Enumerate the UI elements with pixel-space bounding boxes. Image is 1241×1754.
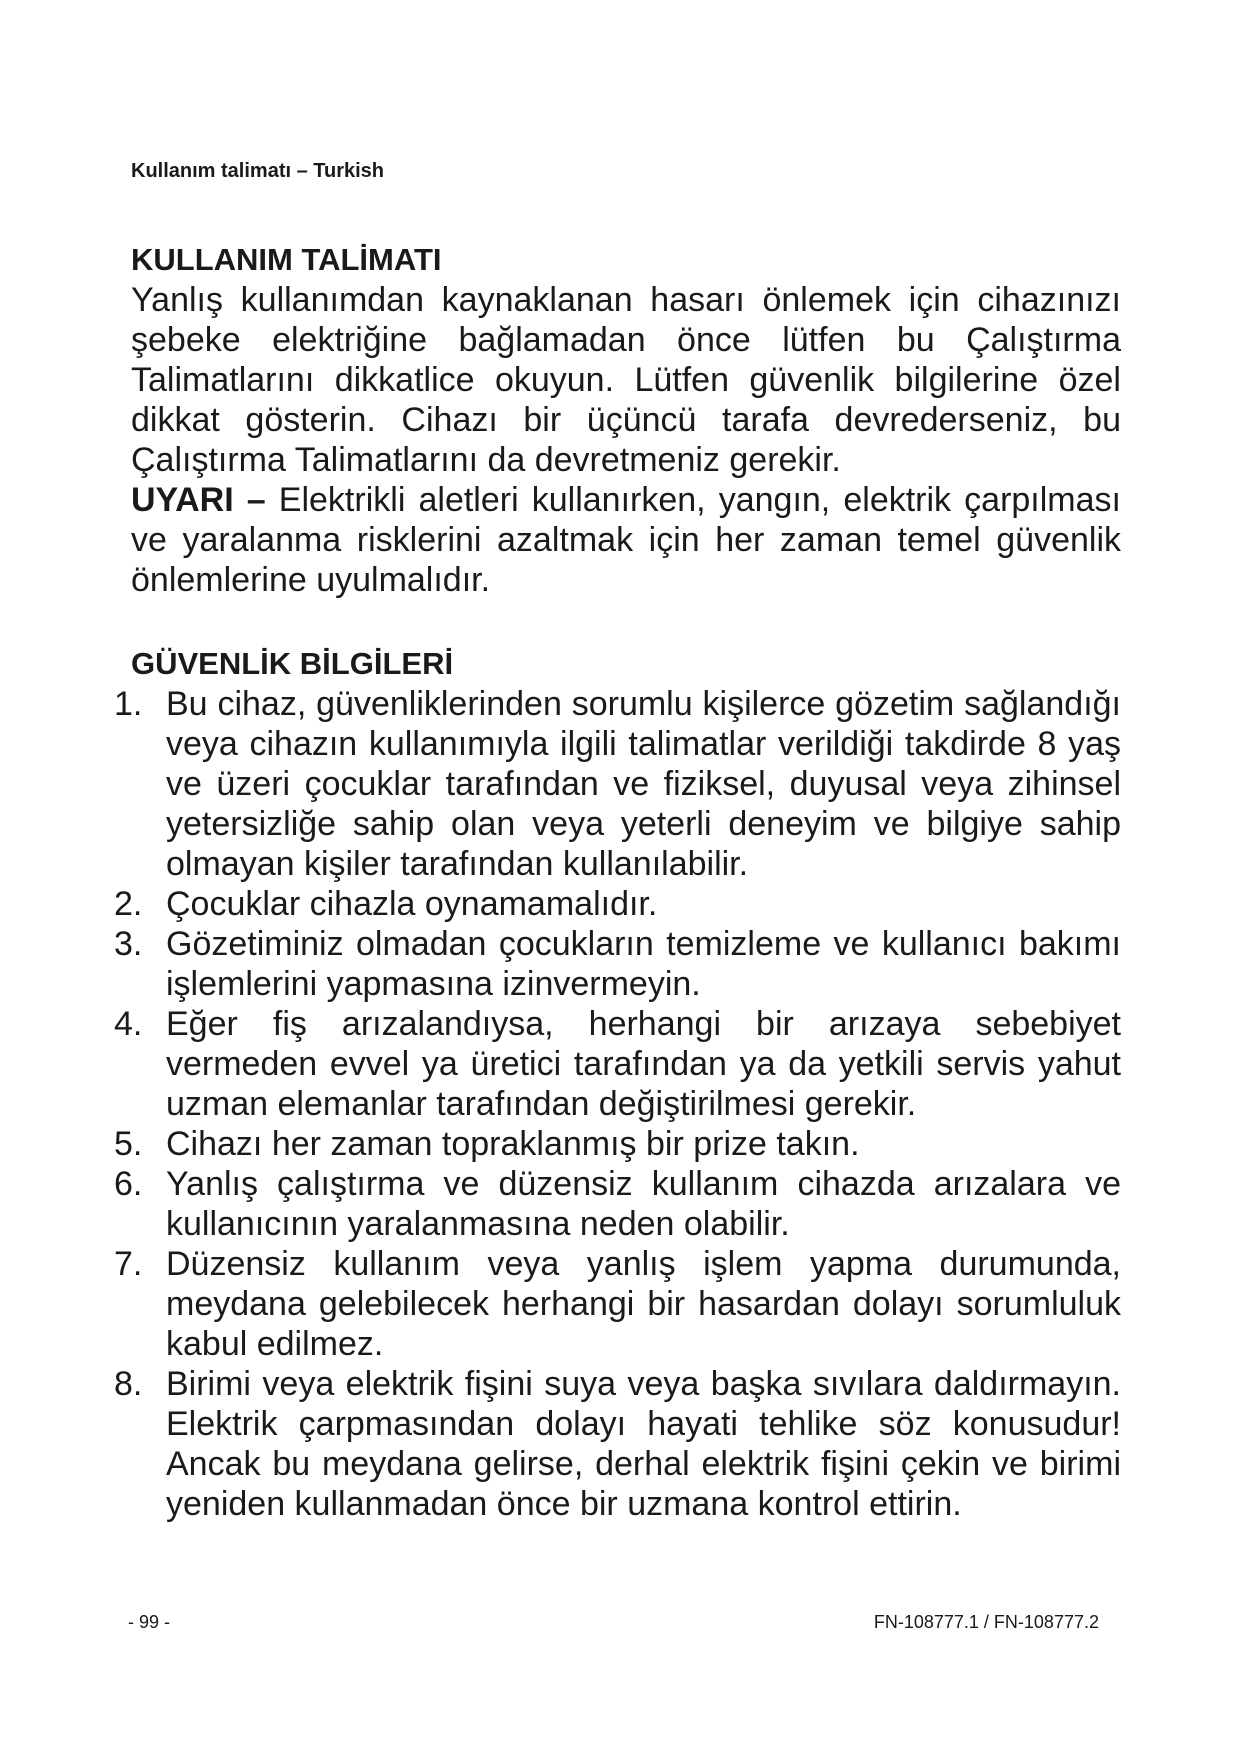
footer-page-number: - 99 - xyxy=(128,1612,171,1632)
list-number: 6. xyxy=(114,1165,143,1203)
section-spacer xyxy=(131,600,1121,644)
section-title-safety: GÜVENLİK BİLGİLERİ xyxy=(131,646,454,681)
section-title-usage: KULLANIM TALİMATI xyxy=(131,242,442,277)
warning-text: Elektrikli aletleri kullanırken, yangın, elektrik çarpılması ve yaralanma risklerini azaltmak için her zaman temel güvenlik önlemlerine uyulmalıdır. xyxy=(131,481,1121,599)
list-item-text: Bu cihaz, güvenliklerinden sorumlu kişilerce gözetim sağlandığı veya cihazın kullanımıyla ilgili talimatlar verildiği takdirde 8 yaş ve üzeri çocuklar tarafından ve fiziksel, duyusal veya zihinsel yetersizliğe sahip olan veya yeterli deneyim ve bilgiye sahip olmayan kişiler tarafından kullanılabilir. xyxy=(166,685,1121,883)
safety-item-7 xyxy=(114,1244,1121,1364)
safety-list xyxy=(114,684,1121,1524)
usage-intro-paragraph: Yanlış kullanımdan kaynaklanan hasarı önlemek için cihazınızı şebeke elektriğine bağlamadan önce lütfen bu Çalıştırma Talimatlarını dikkatlice okuyun. Lütfen güvenlik bilgilerine özel dikkat gösterin. Cihazı bir üçüncü tarafa devrederseniz, bu Çalıştırma Talimatlarını da devretmeniz gerekir. xyxy=(131,281,1121,479)
list-number: 8. xyxy=(114,1365,143,1403)
safety-item-4 xyxy=(114,1004,1121,1124)
warning-paragraph xyxy=(131,480,1121,600)
list-item-text: Birimi veya elektrik fişini suya veya başka sıvılara daldırmayın. Elektrik çarpmasından dolayı hayati tehlike söz konusudur! Ancak bu meydana gelirse, derhal elektrik fişini çekin ve birimi yeniden kullanmadan önce bir uzmana kontrol ettirin. xyxy=(166,1365,1121,1523)
safety-item-3 xyxy=(114,924,1121,1004)
list-number: 4. xyxy=(114,1005,143,1043)
header-language-label: Kullanım talimatı – Turkish xyxy=(131,160,385,182)
list-number: 3. xyxy=(114,925,143,963)
list-number: 1. xyxy=(114,685,143,723)
list-number: 2. xyxy=(114,885,143,923)
safety-item-6 xyxy=(114,1164,1121,1244)
list-item-text: Yanlış çalıştırma ve düzensiz kullanım cihazda arızalara ve kullanıcının yaralanmasına neden olabilir. xyxy=(166,1165,1121,1243)
content-body xyxy=(114,240,1121,1524)
list-item-text: Çocuklar cihazla oynamamalıdır. xyxy=(166,885,658,923)
list-item-text: Eğer fiş arızalandıysa, herhangi bir arızaya sebebiyet vermeden evvel ya üretici tarafından ya da yetkili servis yahut uzman elemanlar tarafından değiştirilmesi gerekir. xyxy=(166,1005,1121,1123)
list-number: 5. xyxy=(114,1125,143,1163)
list-item-text: Gözetiminiz olmadan çocukların temizleme ve kullanıcı bakımı işlemlerini yapmasına izinvermeyin. xyxy=(166,925,1121,1003)
safety-item-1 xyxy=(114,684,1121,884)
safety-item-5 xyxy=(114,1124,1121,1164)
safety-item-2 xyxy=(114,884,1121,924)
list-item-text: Cihazı her zaman topraklanmış bir prize takın. xyxy=(166,1125,860,1163)
safety-item-8 xyxy=(114,1364,1121,1524)
list-item-text: Düzensiz kullanım veya yanlış işlem yapma durumunda, meydana gelebilecek herhangi bir hasardan dolayı sorumluluk kabul edilmez. xyxy=(166,1245,1121,1363)
footer-model-number: FN-108777.1 / FN-108777.2 xyxy=(873,1612,1099,1632)
list-number: 7. xyxy=(114,1245,143,1283)
warning-label: UYARI – xyxy=(131,481,266,519)
